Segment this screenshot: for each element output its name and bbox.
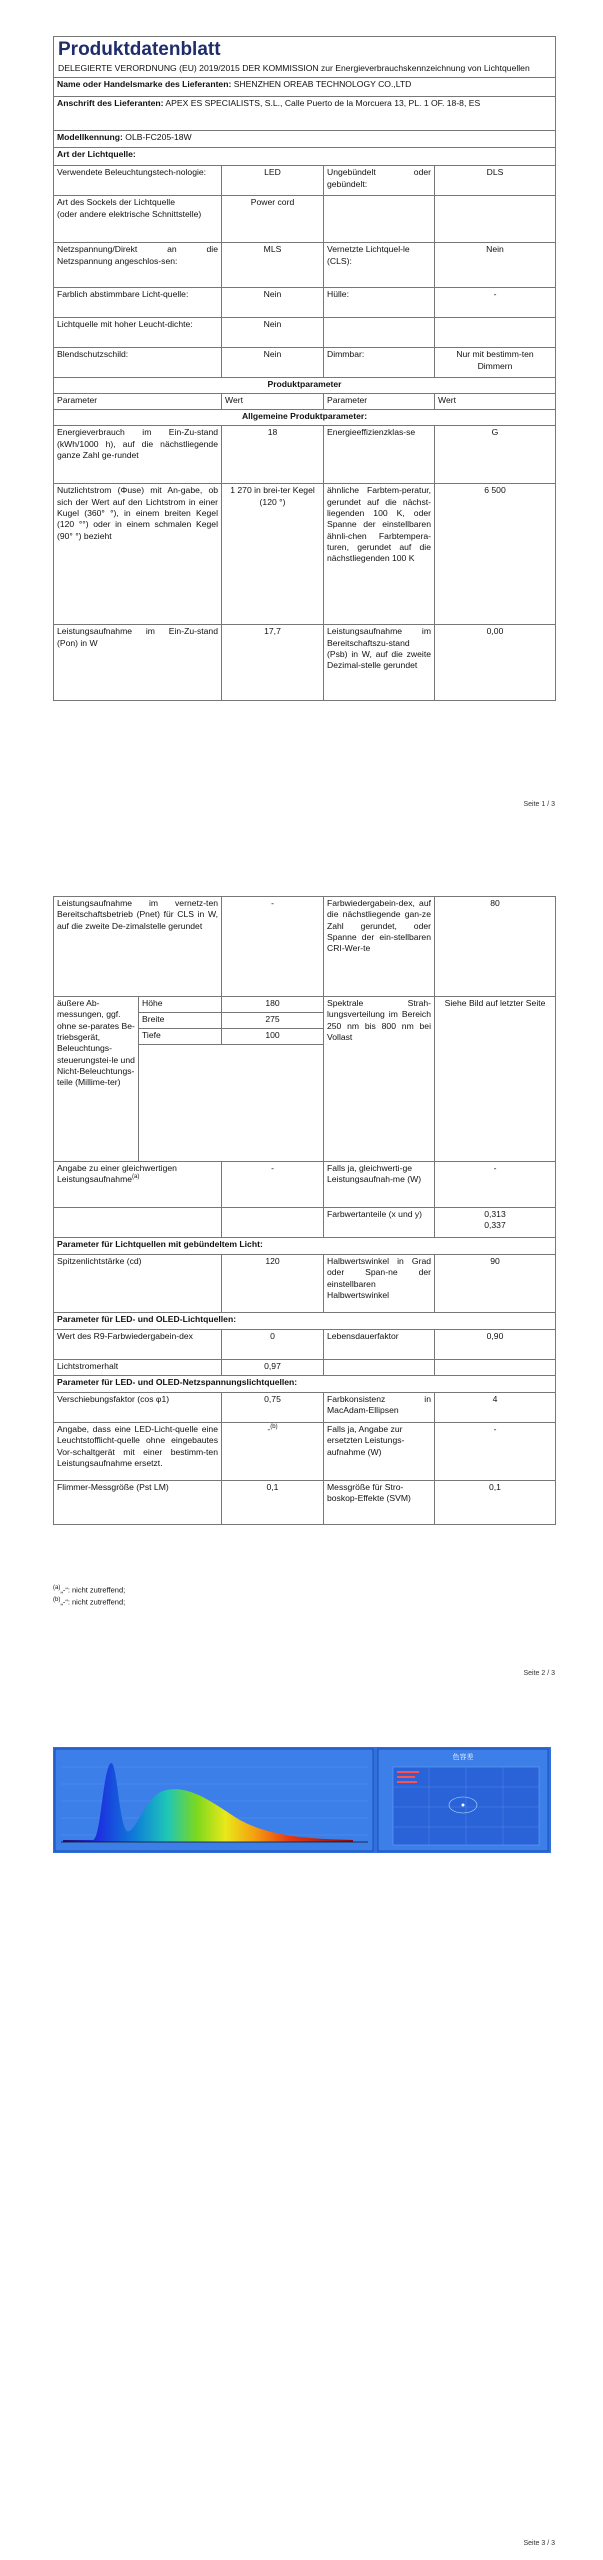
cell-value: Nein [222,348,324,378]
cell-label: Farbwiedergabein-dex, auf die nächstliegende gan-ze Zahl gerundet, oder Spanne der ein-stellbaren CRI-Wer-te [324,897,435,997]
light-source-type-heading: Art der Lichtquelle: [54,148,556,166]
dim-height-value: 180 [222,997,324,1013]
cell-label: Wert des R9-Farbwiedergabein-dex [54,1330,222,1360]
cell-value: Siehe Bild auf letzter Seite [435,997,556,1162]
cell-label: Angabe zu einer gleichwertigen Leistungsaufnahme [57,1163,177,1185]
cell-label: Leistungsaufnahme im Ein-Zu-stand (Pon) in W [54,625,222,701]
spectral-distribution-figure [53,1747,551,1853]
cell-value: 6 500 [435,484,556,625]
dim-height-label: Höhe [139,997,222,1013]
cell-label: Ungebündelt oder gebündelt: [324,166,435,196]
cell-label: Farbwertanteile (x und y) [324,1208,435,1238]
col-header-value: Wert [435,394,556,410]
directional-params-heading: Parameter für Lichtquellen mit gebündeltem Licht: [54,1238,556,1255]
cell-value: Power cord [222,196,324,243]
page-footer: Seite 3 / 3 [523,2540,555,2547]
cell-label: Farblich abstimmbare Licht-quelle: [54,288,222,318]
cell-value: 0 [222,1330,324,1360]
page-title: Produktdatenblatt [58,39,221,60]
cell-value: 0,97 [222,1360,324,1376]
cell-value: Nein [435,243,556,288]
cell-value: - [222,897,324,997]
cell-label: Netzspannung/Direkt an die Netzspannung angeschlos-sen: [54,243,222,288]
dim-width-label: Breite [139,1013,222,1029]
cell-label: Lichtquelle mit hoher Leucht-dichte: [54,318,222,348]
cell-value: 120 [222,1255,324,1313]
page-footer: Seite 2 / 3 [523,1670,555,1677]
cell-value: Nein [222,288,324,318]
cell-label: Vernetzte Lichtquel-le (CLS): [324,243,435,288]
footnote-a: $^{(a)}$„-“: nicht zutreffend; [53,1585,126,1595]
page-1-sheet [53,36,555,701]
cell-value: 0,90 [435,1330,556,1360]
cell-label: Angabe, dass eine LED-Licht-quelle eine Leuchtstofflicht-quelle ohne eingebautes Vor-schaltgerät mit einer bestimm-ten Leistungsaufnahme ersetzt. [54,1423,222,1481]
col-header-value: Wert [222,394,324,410]
cell-value: - [435,288,556,318]
general-params-heading: Allgemeine Produktparameter: [54,410,556,426]
cell-label: Hülle: [324,288,435,318]
cell-label: Spitzenlichtstärke (cd) [54,1255,222,1313]
cell-label: Art des Sockels der Lichtquelle [57,197,175,208]
cell-label: ähnliche Farbtem-peratur, gerundet auf die nächst-liegenden 100 K, oder Spanne der einstellbaren ähnli-chen Farbtempera-turen, gerundet auf die nächstliegenden 100 K [324,484,435,625]
params-heading: Produktparameter [54,378,556,394]
cell-label: Falls ja, gleichwerti-ge Leistungsaufnah-me (W) [324,1162,435,1208]
cell-value: 0,337 [484,1220,506,1231]
spectrum-image [53,1747,551,1853]
cell-value: - [267,1424,271,1434]
cell-value: 4 [435,1393,556,1423]
cell-value: 90 [435,1255,556,1313]
cell-label: Leistungsaufnahme im vernetz-ten Bereitschaftsbetrieb (Pnet) für CLS in W, auf die zweite De-zimalstelle gerundet [54,897,222,997]
cell-label: Leistungsaufnahme im Bereitschaftszu-stand (Psb) in W, auf die zweite Dezimal-stelle gerundet [324,625,435,701]
supplier-row: Name oder Handelsmarke des Lieferanten: SHENZHEN OREAB TECHNOLOGY CO.,LTD [54,78,556,97]
cell-label: Farbkonsistenz in MacAdam-Ellipsen [324,1393,435,1423]
cell-label: Spektrale Strah-lungsverteilung im Bereich 250 nm bis 800 nm bei Vollast [324,997,435,1162]
cell-value: 0,00 [435,625,556,701]
cell-value: - [435,1162,556,1208]
cell-value: - [222,1162,324,1208]
cell-label: Flimmer-Messgröße (Pst LM) [54,1481,222,1525]
led-params-heading: Parameter für LED- und OLED-Lichtquellen: [54,1313,556,1330]
cell-value: 80 [435,897,556,997]
cell-label: Verschiebungsfaktor (cos φ1) [54,1393,222,1423]
cell-label: Blendschutzschild: [54,348,222,378]
dim-depth-value: 100 [222,1029,324,1045]
cell-value: 1 270 in brei-ter Kegel (120 °) [222,484,324,625]
cell-value: LED [222,166,324,196]
col-header-parameter: Parameter [54,394,222,410]
cell-label: (oder andere elektrische Schnittstelle) [57,208,202,219]
cell-value: G [435,426,556,484]
dim-depth-label: Tiefe [139,1029,222,1045]
cell-label: Verwendete Beleuchtungstech-nologie: [54,166,222,196]
datasheet-table-2: Leistungsaufnahme im vernetz-ten Bereitschaftsbetrieb (Pnet) für CLS in W, auf die zweite De-zimalstelle gerundet - Farbwiedergabein-dex, auf die nächstliegende gan-ze Zahl gerundet, oder Spanne der ein-stellbaren CRI-Wer-te 80 äußere Ab-messungen, ggf. ohne se-parates Be-triebsgerät, Beleuchtungs-steuerungstei-le und Nicht-Beleuchtungs-teile (Millime-ter) Höhe 180 Spektrale Strah-lungsverteilung im Bereich 250 nm bis 800 nm bei Vollast Siehe Bild auf letzter Seite Breite 275 Tiefe 100 Angabe zu einer gleichwertigen Leistungsaufnahme$^{(a)}$ - Falls ja, gleichwerti-ge Leistungsaufnah-me (W) - Farbwertanteile (x und y) 0,313 0,337 Parameter für Lichtquellen mit gebündeltem Licht: Spitzenlichtstärke (cd) 120 Halbwertswinkel in Grad oder Span-ne der einstellbaren Halbwertswinkel 90 Parameter für LED- und OLED-Lichtquellen: Wert des R9-Farbwiedergabein-dex 0 Lebensdauerfaktor 0,90 Lichtstromerhalt 0,97 Parameter für LED- und OLED-Netzspannungslichtquellen: Verschiebungsfaktor (cos φ1) 0,75 Farbkonsistenz in MacAdam-Ellipsen 4 Angabe, dass eine LED-Licht-quelle eine Leuchtstofflicht-quelle ohne eingebautes Vor-schaltgerät mit einer bestimm-ten Leistungsaufnahme ersetzt. -$^{(b)}$ Falls ja, Angabe zur ersetzten Leistungs-aufnahme (W) - Flimmer-Messgröße (Pst LM) 0,1 Messgröße für Stro-boskop-Effekte (SVM) 0,1 [53,896,556,1525]
cell-value: Nur mit bestimm-ten Dimmern [435,348,556,378]
cell-value: MLS [222,243,324,288]
cell-value: 0,75 [222,1393,324,1423]
footnote-b: $^{(b)}$„-“: nicht zutreffend; [53,1597,126,1607]
cell-value: 17,7 [222,625,324,701]
cie-chart-title: 色容差 [452,1753,474,1761]
cell-label: Nutzlichtstrom (Φuse) mit An-gabe, ob sich der Wert auf den Lichtstrom in einer Kugel (360° °), in einem breiten Kegel (120 °°) oder in einem schmalen Kegel (90° °) bezieht [54,484,222,625]
cell-label: Energieeffizienzklas-se [324,426,435,484]
regulation-text: DELEGIERTE VERORDNUNG (EU) 2019/2015 DER KOMMISSION zur Energieverbrauchskennzeichnung von Lichtquellen [58,62,530,73]
cell-value: 0,1 [222,1481,324,1525]
cell-value: 0,313 [484,1209,506,1219]
model-row: Modellkennung: OLB-FC205-18W [54,131,556,148]
cell-value: 0,1 [435,1481,556,1525]
datasheet-table-1 [53,36,556,701]
page-2-sheet [53,896,555,1525]
cell-label: Lichtstromerhalt [54,1360,222,1376]
dim-width-value: 275 [222,1013,324,1029]
cell-label: Falls ja, Angabe zur ersetzten Leistungs-aufnahme (W) [324,1423,435,1481]
cell-value: Nein [222,318,324,348]
cell-label: Messgröße für Stro-boskop-Effekte (SVM) [324,1481,435,1525]
footnotes [53,1584,125,1608]
cell-label: Dimmbar: [324,348,435,378]
cell-value: DLS [435,166,556,196]
cell-label: Energieverbrauch im Ein-Zu-stand (kWh/1000 h), auf die nächstliegende ganze Zahl ge-rundet [54,426,222,484]
page-footer: Seite 1 / 3 [523,801,555,808]
cell-value: 18 [222,426,324,484]
cell-label: äußere Ab-messungen, ggf. ohne se-parates Be-triebsgerät, Beleuchtungs-steuerungstei-le und Nicht-Beleuchtungs-teile (Millime-ter) [54,997,139,1162]
cell-value: - [435,1423,556,1481]
mains-params-heading: Parameter für LED- und OLED-Netzspannungslichtquellen: [54,1376,556,1393]
address-row: Anschrift des Lieferanten: APEX ES SPECIALISTS, S.L., Calle Puerto de la Morcuera 13, PL. 1 OF. 18-8, ES [54,97,556,131]
cell-label: Halbwertswinkel in Grad oder Span-ne der einstellbaren Halbwertswinkel [324,1255,435,1313]
col-header-parameter: Parameter [324,394,435,410]
cell-label: Lebensdauerfaktor [324,1330,435,1360]
